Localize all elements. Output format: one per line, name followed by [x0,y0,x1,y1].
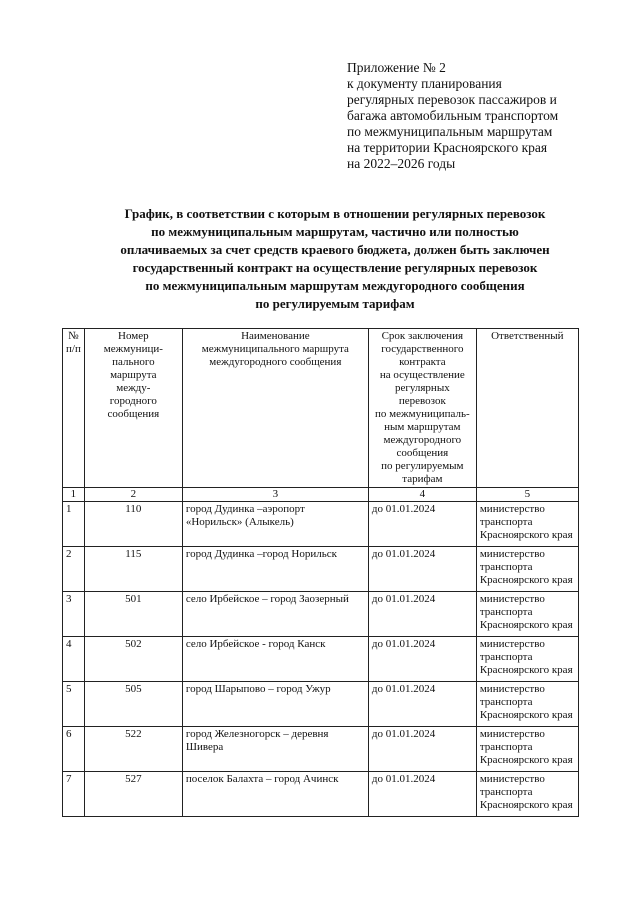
cell-line: Красноярского края [479,709,573,721]
responsible-party [476,592,578,637]
cell-line: Красноярского края [479,664,573,676]
cell-line: министерство [479,728,545,740]
responsible-party [476,547,578,592]
row-number: 3 [63,592,85,637]
cell-line: министерство [479,683,545,695]
route-number: 505 [84,682,182,727]
cell-line: город Железногорск – деревня [185,728,329,740]
cell-line: транспорта [479,786,533,798]
schedule-table [62,328,579,817]
appendix-line: регулярных перевозок пассажиров и [347,92,557,107]
route-name [182,682,368,727]
row-number: 6 [63,727,85,772]
row-number: 4 [63,637,85,682]
title-line: по межмуниципальным маршрутам междугородного сообщения [145,278,525,293]
table-row [63,727,579,772]
cell-line: Номер [118,330,149,342]
cell-line: «Норильск» (Алыкель) [185,516,294,528]
cell-line: п/п [66,343,81,355]
cell-line: по межмуниципаль- [375,408,470,420]
cell-line: село Ирбейское – город Заозерный [185,593,349,605]
document-title [60,205,610,313]
cell-line: пального [112,356,155,368]
responsible-party [476,637,578,682]
route-number: 115 [84,547,182,592]
column-number: 3 [182,488,368,502]
contract-term: до 01.01.2024 [368,637,476,682]
table-row [63,637,579,682]
title-line: государственный контракт на осуществление регулярных перевозок [132,260,538,275]
table-row [63,592,579,637]
cell-line: тарифам [402,473,443,485]
header-contract-term [368,329,476,488]
row-number: 2 [63,547,85,592]
contract-term: до 01.01.2024 [368,592,476,637]
cell-line: транспорта [479,516,533,528]
cell-line: транспорта [479,696,533,708]
cell-line: транспорта [479,741,533,753]
appendix-line: Приложение № 2 [347,60,446,75]
title-line: График, в соответствии с которым в отношении регулярных перевозок [124,206,546,221]
header-route-number [84,329,182,488]
contract-term: до 01.01.2024 [368,502,476,547]
cell-line: Красноярского края [479,619,573,631]
title-line: по регулируемым тарифам [255,296,415,311]
cell-line: село Ирбейское - город Канск [185,638,326,650]
cell-line: город Дудинка –аэропорт [185,503,305,515]
cell-line: городного [109,395,157,407]
contract-term: до 01.01.2024 [368,547,476,592]
header-route-name [182,329,368,488]
cell-line: перевозок [398,395,446,407]
appendix-line: на территории Красноярского края [347,140,548,155]
cell-line: межмуници- [103,343,163,355]
cell-line: министерство [479,773,545,785]
column-number: 1 [63,488,85,502]
header-responsible [476,329,578,488]
column-number: 2 [84,488,182,502]
cell-line: по регулируемым [381,460,464,472]
contract-term: до 01.01.2024 [368,727,476,772]
cell-line: министерство [479,503,545,515]
cell-line: сообщения [107,408,160,420]
cell-line: междугородного [383,434,462,446]
cell-line: Наименование [241,330,310,342]
cell-line: Срок заключения [381,330,464,342]
appendix-line: к документу планирования [347,76,502,91]
route-name [182,772,368,817]
route-name [182,502,368,547]
contract-term: до 01.01.2024 [368,772,476,817]
cell-line: транспорта [479,561,533,573]
responsible-party [476,727,578,772]
cell-line: межмуниципального маршрута [201,343,349,355]
cell-line: контракта [399,356,446,368]
table-row [63,502,579,547]
cell-line: регулярных [394,382,450,394]
cell-line: город Дудинка –город Норильск [185,548,337,560]
row-number: 7 [63,772,85,817]
route-name [182,592,368,637]
route-number: 522 [84,727,182,772]
responsible-party [476,502,578,547]
route-number: 502 [84,637,182,682]
table-row [63,682,579,727]
cell-line: № [68,330,79,342]
appendix-line: на 2022–2026 годы [347,156,456,171]
cell-line: междугородного сообщения [209,356,342,368]
cell-line: Шивера [185,741,224,753]
route-number: 501 [84,592,182,637]
cell-line: Ответственный [491,330,564,342]
cell-line: город Шарыпово – город Ужур [185,683,331,695]
title-line: по межмуниципальным маршрутам, частично или полностью [151,224,519,239]
header-number [63,329,85,488]
route-number: 110 [84,502,182,547]
cell-line: министерство [479,638,545,650]
appendix-line: по межмуниципальным маршрутам [347,124,553,139]
table-row [63,547,579,592]
cell-line: министерство [479,593,545,605]
responsible-party [476,772,578,817]
header-row [63,329,579,488]
table-row [63,772,579,817]
route-name [182,727,368,772]
cell-line: ным маршрутам [384,421,461,433]
cell-line: маршрута [110,369,157,381]
title-line: оплачиваемых за счет средств краевого бюджета, должен быть заключен [120,242,550,257]
cell-line: сообщения [396,447,449,459]
appendix-block [347,60,617,172]
responsible-party [476,682,578,727]
cell-line: государственного [381,343,464,355]
column-number-row [63,488,579,502]
route-number: 527 [84,772,182,817]
route-name [182,547,368,592]
cell-line: Красноярского края [479,529,573,541]
cell-line: Красноярского края [479,754,573,766]
row-number: 1 [63,502,85,547]
cell-line: поселок Балахта – город Ачинск [185,773,339,785]
cell-line: Красноярского края [479,799,573,811]
route-name [182,637,368,682]
cell-line: министерство [479,548,545,560]
cell-line: на осуществление [379,369,465,381]
contract-term: до 01.01.2024 [368,682,476,727]
column-number: 5 [476,488,578,502]
row-number: 5 [63,682,85,727]
cell-line: между- [116,382,151,394]
column-number: 4 [368,488,476,502]
appendix-line: багажа автомобильным транспортом [347,108,559,123]
cell-line: транспорта [479,606,533,618]
cell-line: Красноярского края [479,574,573,586]
cell-line: транспорта [479,651,533,663]
